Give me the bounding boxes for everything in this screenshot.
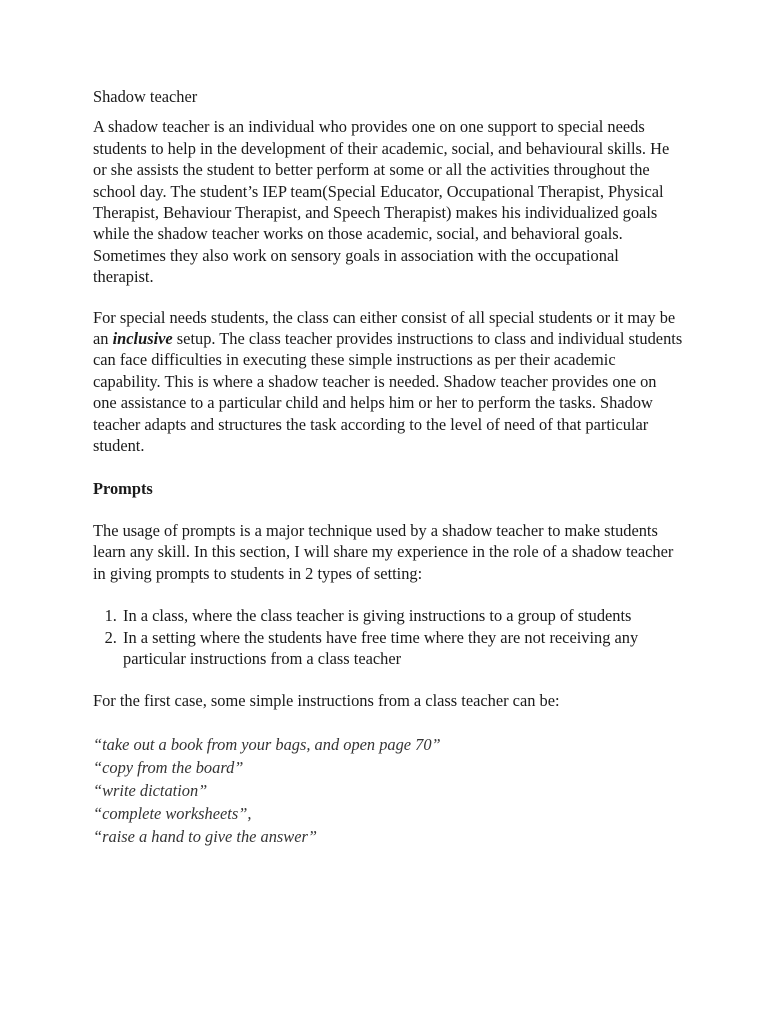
inclusive-paragraph [93,307,683,457]
inclusive-paragraph-start: For special needs students, the class can either consist of all special students or it may be an [93,307,676,349]
first-case-paragraph: For the first case, some simple instructions from a class teacher can be: [93,691,560,711]
quote-line: “complete worksheets”, [93,803,252,823]
list-item: 1. In a class, where the class teacher is giving instructions to a group of students [121,605,683,626]
inclusive-paragraph-end: setup. The class teacher provides instructions to class and individual students can face difficulties in executing these simple instructions as per their academic capability. This is where a shadow teacher is needed. Shadow teacher provides one on one assistance to a particular child and helps him or her to perform the tasks. Shadow teacher adapts and structures the task according to the level of need of that particular student. [93,329,683,456]
instruction-quotes [93,733,683,848]
quote-line: “write dictation” [93,780,208,800]
list-item: 2. In a setting where the students have free time where they are not receiving any particular instructions from a class teacher [121,627,683,670]
document-page [93,86,683,848]
intro-paragraph: A shadow teacher is an individual who provides one on one support to special needs students to help in the development of their academic, social, and behavioural skills. He or she assists the student to better perform at some or all the activities throughout the school day. The student’s IEP team(Special Educator, Occupational Therapist, Physical Therapist, Behaviour Therapist, and Speech Therapist) makes his individualized goals while the shadow teacher works on those academic, social, and behavioral goals. Sometimes they also work on sensory goals in association with the occupational therapist. [93,117,670,287]
quote-line: “copy from the board” [93,757,244,777]
quote-line: “take out a book from your bags, and open page 70” [93,734,441,754]
document-title: Shadow teacher [93,87,198,106]
inclusive-emphasis: inclusive [112,329,173,349]
quote-line: “raise a hand to give the answer” [93,826,318,846]
section-heading-prompts: Prompts [93,478,153,498]
prompts-paragraph: The usage of prompts is a major technique used by a shadow teacher to make students learn any skill. In this section, I will share my experience in the role of a shadow teacher in giving prompts to students in 2 types of setting: [93,520,674,583]
settings-list [93,605,683,669]
